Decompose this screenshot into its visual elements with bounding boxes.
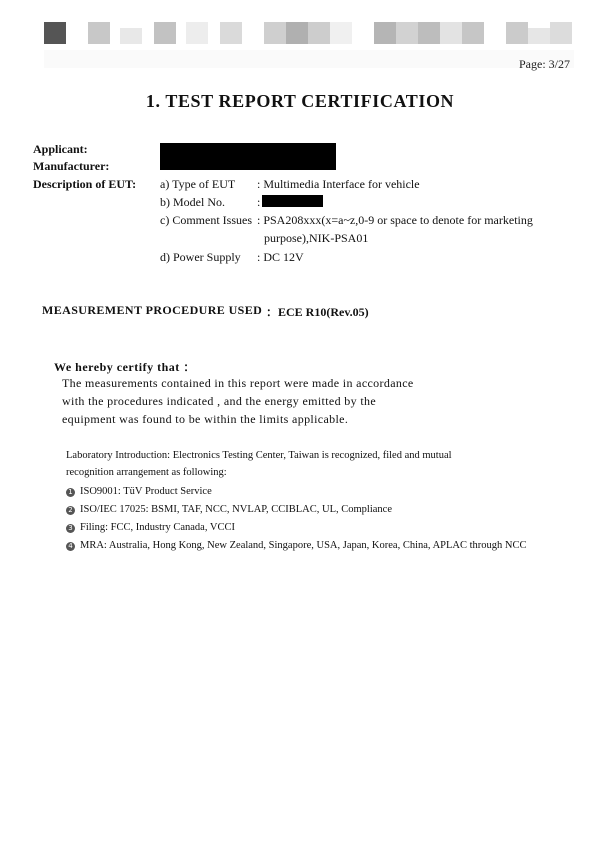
eut-type-key: a) Type of EUT	[160, 177, 236, 191]
manufacturer-label: Manufacturer:	[33, 159, 110, 173]
numbered-bullet-icon: 2	[66, 506, 75, 515]
description-label: Description of EUT:	[33, 177, 137, 191]
certify-line-3: equipment was found to be within the limits applicable.	[62, 412, 349, 426]
procedure-value: ：ECE R10(Rev.05)	[266, 305, 369, 319]
page-number: Page: 3/27	[519, 57, 570, 71]
eut-comment-key: c) Comment Issues	[160, 213, 252, 227]
certify-heading: We hereby certify that ：	[54, 360, 196, 374]
eut-comment-value-line1: : PSA208xxx(x=a~z,0-9 or space to denote for marketing	[257, 213, 533, 227]
accreditation-text: Filing: FCC, Industry Canada, VCCI	[80, 522, 235, 533]
lab-intro-line-1: Laboratory Introduction: Electronics Testing Center, Taiwan is recognized, filed and mutual	[66, 450, 452, 461]
accreditation-item	[66, 486, 212, 497]
applicant-label: Applicant:	[33, 142, 88, 156]
page-title: 1. TEST REPORT CERTIFICATION	[145, 91, 455, 111]
redacted-model-number	[262, 195, 323, 207]
redacted-applicant-block	[160, 143, 336, 170]
certify-line-2: with the procedures indicated , and the energy emitted by the	[62, 394, 377, 408]
accreditation-item	[66, 522, 235, 533]
eut-model-key: b) Model No.	[160, 195, 225, 209]
eut-power-value: : DC 12V	[257, 250, 304, 264]
eut-power-key: d) Power Supply	[160, 250, 241, 264]
lab-intro-line-2: recognition arrangement as following:	[66, 467, 227, 478]
accreditation-item	[66, 540, 527, 551]
numbered-bullet-icon: 1	[66, 488, 75, 497]
procedure-label: MEASUREMENT PROCEDURE USED	[42, 303, 263, 317]
eut-type-value: : Multimedia Interface for vehicle	[257, 177, 420, 191]
eut-model-colon: :	[257, 195, 261, 209]
accreditation-text: ISO9001: TüV Product Service	[80, 486, 212, 497]
numbered-bullet-icon: 4	[66, 542, 75, 551]
accreditation-text: ISO/IEC 17025: BSMI, TAF, NCC, NVLAP, CCIBLAC, UL, Compliance	[80, 504, 392, 515]
numbered-bullet-icon: 3	[66, 524, 75, 533]
eut-comment-value-line2: purpose),NIK-PSA01	[264, 231, 369, 245]
accreditation-item	[66, 504, 392, 515]
accreditation-text: MRA: Australia, Hong Kong, New Zealand, Singapore, USA, Japan, Korea, China, APLAC through NCC	[80, 540, 527, 551]
certify-line-1: The measurements contained in this report were made in accordance	[62, 376, 414, 390]
